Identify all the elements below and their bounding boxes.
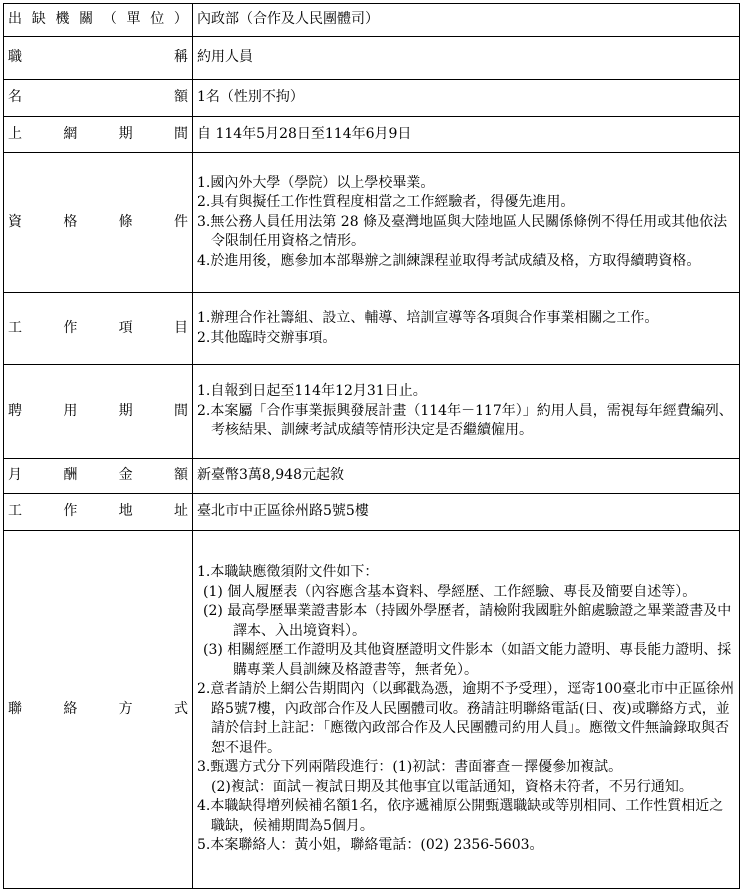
list-item: 5.本案聯絡人：黃小姐，聯絡電話：(02) 2356-5603。 (197, 837, 544, 854)
row-title (4, 37, 740, 80)
job-posting-table (3, 3, 740, 889)
row-qualifications (4, 153, 740, 293)
list-item: 2.其他臨時交辦事項。 (197, 329, 337, 346)
label-quota: 名 額 (4, 80, 193, 117)
label-employment: 聘 用 期 間 (4, 365, 193, 459)
list-item: 1.本職缺應徵須附文件如下： (197, 564, 379, 581)
list-item: 4.本職缺得增列候補名額1名，依序遞補原公開甄選職缺或等別相同、工作性質相近之職缺，候補期間為5個月。 (197, 798, 724, 834)
value-location: 臺北市中正區徐州路5號5樓 (193, 494, 740, 531)
list-item: 2.本案屬「合作事業振興發展計畫（114年－117年）」約用人員，需視每年經費編列、考核結果、訓練考試成績等情形決定是否繼續僱用。 (197, 402, 733, 439)
row-employment (4, 365, 740, 459)
row-quota (4, 80, 740, 117)
label-agency (4, 4, 193, 37)
value-contact (193, 531, 740, 889)
list-item: 3.無公務人員任用法第 28 條及臺灣地區與大陸地區人民關係條例不得任用或其他依法令限制任用資格之情形。 (197, 213, 728, 250)
row-location (4, 494, 740, 531)
list-item: 2.意者請於上網公告期間內（以郵戳為憑，逾期不予受理），逕寄100臺北市中正區徐州路5號7樓，內政部合作及人民團體司收。務請註明聯絡電話(日、夜)或聯絡方式，並請於信封上註記：「應徵內政部合作及人民團體司約用人員」。應徵文件無論錄取與否恕不退件。 (197, 681, 735, 756)
value-period: 自 114年5月28日至114年6月9日 (193, 117, 740, 153)
row-agency (4, 4, 740, 37)
value-salary: 新臺幣3萬8,948元起敘 (193, 459, 740, 494)
list-item: 2.具有與擬任工作性質程度相當之工作經驗者，得優先進用。 (197, 194, 575, 211)
label-qualifications: 資 格 條 件 (4, 153, 193, 293)
row-salary (4, 459, 740, 494)
list-item: 4.於進用後，應參加本部舉辦之訓練課程並取得考試成績及格，方取得續聘資格。 (197, 252, 701, 269)
label-contact: 聯 絡 方 式 (4, 531, 193, 889)
list-subitem: (2) 最高學歷畢業證書影本（持國外學歷者，請檢附我國駐外館處驗證之畢業證書及中譯本、入出境資料）。 (203, 603, 732, 639)
value-quota: 1名（性別不拘） (193, 80, 740, 117)
list-item: 1.國內外大學（學院）以上學校畢業。 (197, 174, 435, 191)
row-contact (4, 531, 740, 889)
label-agency-chars: 出 缺 機 關 （ 單 位 ） (8, 11, 188, 28)
list-item: 1.辦理合作社籌組、設立、輔導、培訓宣導等各項與合作事業相關之工作。 (197, 310, 659, 326)
label-salary: 月 酬 金 額 (4, 459, 193, 494)
list-subitem: (3) 相關經歷工作證明及其他資歷證明文件影本（如語文能力證明、專長能力證明、採購專業人員訓練及格證書等，無者免）。 (203, 642, 732, 678)
label-location: 工 作 地 址 (4, 494, 193, 531)
label-title: 職 稱 (4, 37, 193, 80)
row-duties (4, 293, 740, 365)
value-employment (193, 365, 740, 459)
list-subitem: (1) 個人履歷表（內容應含基本資料、學經歷、工作經驗、專長及簡要自述等）。 (203, 583, 697, 600)
value-title: 約用人員 (193, 37, 740, 80)
value-duties (193, 293, 740, 365)
list-item: 1.自報到日起至114年12月31日止。 (197, 383, 427, 400)
list-item: 3.甄選方式分下列兩階段進行：(1)初試：書面審查－擇優參加複試。 (197, 759, 623, 776)
value-qualifications (193, 153, 740, 293)
list-subitem: (2)複試：面試－複試日期及其他事宜以電話通知，資格未符者，不另行通知。 (211, 778, 693, 795)
label-duties: 工 作 項 目 (4, 293, 193, 365)
row-period (4, 117, 740, 153)
label-period: 上 網 期 間 (4, 117, 193, 153)
value-agency: 內政部（合作及人民團體司） (193, 4, 740, 37)
